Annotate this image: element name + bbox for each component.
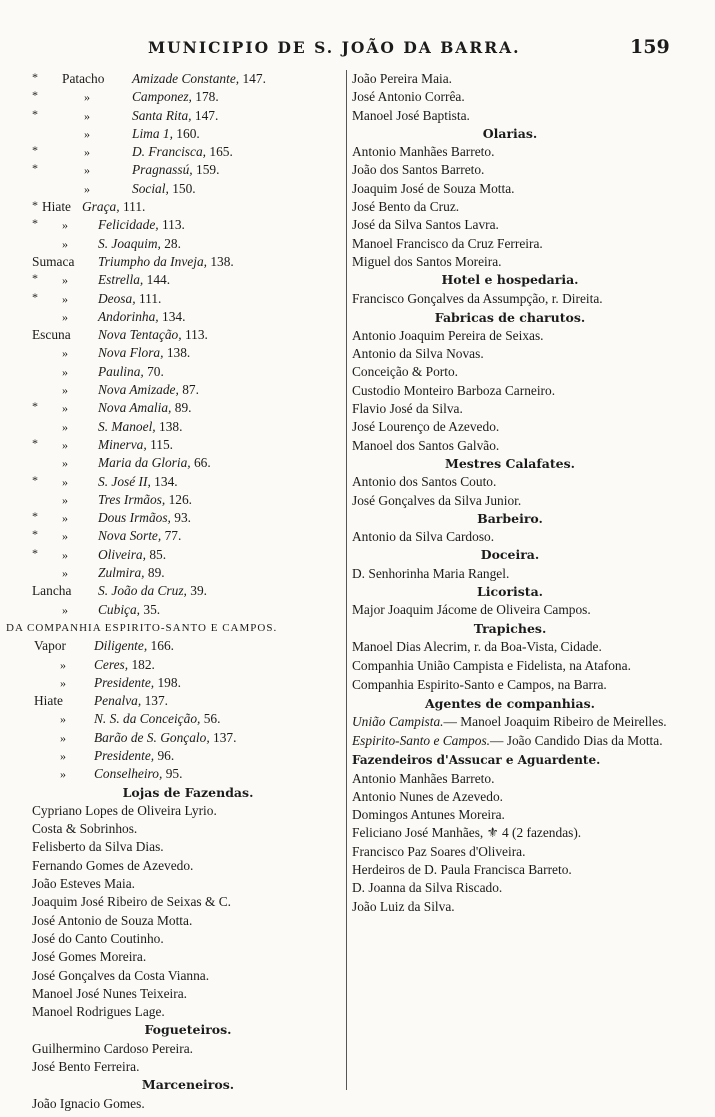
registry-star-mark: * xyxy=(32,271,38,286)
vessel-name: Nova Amalia, xyxy=(98,400,172,416)
vessel-row xyxy=(32,344,344,362)
ditto-mark: » xyxy=(62,474,68,489)
vessel-entry xyxy=(94,637,174,655)
list-item: José Antonio Corrêa. xyxy=(352,89,465,105)
vessel-row xyxy=(32,253,344,271)
olarias-list xyxy=(352,143,668,271)
vessel-entry xyxy=(98,253,234,271)
agent-company: União Campista. xyxy=(352,714,444,730)
ditto-mark: » xyxy=(62,346,68,361)
vessel-row xyxy=(32,418,344,436)
agent-entry xyxy=(352,713,668,730)
vessel-entry xyxy=(98,491,192,509)
vessel-tonnage: 144. xyxy=(146,272,171,288)
agentes-heading: Agentes de companhias. xyxy=(424,695,596,711)
vessel-tonnage: 166. xyxy=(150,638,174,654)
vessel-entry xyxy=(132,125,200,143)
vessel-entry xyxy=(132,180,196,198)
calafates-list xyxy=(352,473,668,510)
vessel-row xyxy=(32,326,344,344)
vessel-row xyxy=(32,527,344,545)
vessel-entry xyxy=(98,436,173,454)
charutos-heading: Fabricas de charutos. xyxy=(434,309,586,325)
ditto-mark: » xyxy=(62,492,68,507)
list-item: Flavio José da Silva. xyxy=(352,401,463,417)
vessel-tonnage: 137. xyxy=(213,729,237,745)
registry-star-mark: * xyxy=(32,216,38,231)
vessel-tonnage: 134. xyxy=(162,308,186,324)
list-item: José Bento da Cruz. xyxy=(352,199,460,215)
vessel-name: Nova Tentação, xyxy=(98,327,182,343)
vessel-name: Estrella, xyxy=(98,272,144,288)
vessel-name: S. José II, xyxy=(98,473,151,489)
vessel-tonnage: 77. xyxy=(164,528,182,544)
ditto-mark: » xyxy=(60,730,66,745)
vessel-row xyxy=(32,198,344,216)
list-item: Companhia Espirito-Santo e Campos, na Barra. xyxy=(352,676,607,692)
vessel-name: Andorinha, xyxy=(98,308,159,324)
vessel-tonnage: 89. xyxy=(147,565,165,581)
vessel-name: Cubiça, xyxy=(98,601,141,617)
vessel-type: Patacho xyxy=(62,71,105,86)
vessel-row xyxy=(32,546,344,564)
vessel-entry xyxy=(98,399,192,417)
vessel-entry xyxy=(98,564,165,582)
agent-person: — João Candido Dias da Motta. xyxy=(490,733,663,749)
vessel-entry xyxy=(98,363,164,381)
vessel-tonnage: 85. xyxy=(149,546,167,562)
vessel-row xyxy=(32,88,344,106)
vessel-entry xyxy=(94,674,181,692)
list-item: Custodio Monteiro Barboza Carneiro. xyxy=(352,382,556,398)
vessel-row xyxy=(32,454,344,472)
list-item: Joaquim José de Souza Motta. xyxy=(352,180,515,196)
vessel-name: Social, xyxy=(132,180,169,196)
list-item: Cypriano Lopes de Oliveira Lyrio. xyxy=(32,802,217,818)
vessel-row xyxy=(32,216,344,234)
vessel-name: Maria da Gloria, xyxy=(98,455,191,471)
vessel-tonnage: 66. xyxy=(193,455,211,471)
list-item: José Antonio de Souza Motta. xyxy=(32,912,193,928)
registry-star-mark: * xyxy=(32,509,38,524)
marceneiros-list xyxy=(32,1095,344,1113)
company-vessel-row xyxy=(32,765,344,783)
vessel-entry xyxy=(94,710,220,728)
vessel-row xyxy=(32,235,344,253)
company-vessel-row xyxy=(32,674,344,692)
vessel-name: N. S. da Conceição, xyxy=(94,711,201,727)
registry-star-mark: * xyxy=(32,143,38,158)
list-item: João Esteves Maia. xyxy=(32,876,136,892)
vessel-name: S. Joaquim, xyxy=(98,235,161,251)
list-item: João Pereira Maia. xyxy=(352,71,453,86)
vessel-tonnage: 147. xyxy=(242,71,266,86)
list-item: Antonio da Silva Novas. xyxy=(352,346,484,362)
registry-star-mark: * xyxy=(32,472,38,487)
vessel-name: Triumpho da Inveja, xyxy=(98,253,207,269)
list-item: José Gonçalves da Silva Junior. xyxy=(352,492,522,508)
hotel-entry: Francisco Gonçalves da Assumpção, r. Direita. xyxy=(352,290,603,306)
vessel-row xyxy=(32,491,344,509)
registry-star-mark: * xyxy=(32,198,38,213)
company-vessel-row xyxy=(32,656,344,674)
vessel-row xyxy=(32,601,344,619)
registry-star-mark: * xyxy=(32,70,38,84)
vessel-tonnage: 56. xyxy=(203,711,221,727)
vessel-name: Amizade Constante, xyxy=(132,71,240,86)
vessel-entry xyxy=(132,161,219,179)
vessel-row xyxy=(32,308,344,326)
vessel-entry xyxy=(132,88,219,106)
vessel-name: Oliveira, xyxy=(98,546,146,562)
ditto-mark: » xyxy=(62,602,68,617)
vessel-entry xyxy=(98,216,185,234)
vessel-row xyxy=(32,564,344,582)
vessel-name: Minerva, xyxy=(98,436,147,452)
trapiches-list xyxy=(352,638,668,693)
vessel-row xyxy=(32,363,344,381)
list-item: José Gomes Moreira. xyxy=(32,949,147,965)
vessel-name: Lima 1, xyxy=(132,125,173,141)
column-divider xyxy=(346,70,347,1090)
vessel-entry xyxy=(98,326,208,344)
vessel-entry xyxy=(94,729,236,747)
right-column xyxy=(352,70,668,916)
left-column xyxy=(6,70,344,1113)
charutos-list xyxy=(352,327,668,455)
lojas-list xyxy=(32,802,344,1022)
vessel-row xyxy=(32,473,344,491)
calafates-heading: Mestres Calafates. xyxy=(444,455,576,471)
vessel-entry xyxy=(98,418,182,436)
vessel-name: Nova Amizade, xyxy=(98,382,179,398)
vessel-row xyxy=(32,125,344,143)
list-item: Antonio Nunes de Azevedo. xyxy=(352,788,503,804)
ditto-mark: » xyxy=(62,511,68,526)
vessel-name: Santa Rita, xyxy=(132,107,192,123)
list-item: Herdeiros de D. Paula Francisca Barreto. xyxy=(352,861,572,877)
list-item: José do Canto Coutinho. xyxy=(32,930,164,946)
vessel-row xyxy=(32,436,344,454)
olarias-heading: Olarias. xyxy=(482,125,538,141)
ditto-mark: » xyxy=(62,218,68,233)
list-item: Antonio Manhães Barreto. xyxy=(352,144,495,160)
vessel-name: Presidente, xyxy=(94,747,155,763)
vessel-tonnage: 111. xyxy=(138,290,162,306)
licorista-list xyxy=(352,601,668,619)
vessel-entry xyxy=(98,381,199,399)
list-item: José Bento Ferreira. xyxy=(32,1059,140,1075)
vessel-entry xyxy=(98,271,170,289)
list-item: Guilhermino Cardoso Pereira. xyxy=(32,1040,194,1056)
list-item: Feliciano José Manhães, ⚜ 4 (2 fazendas). xyxy=(352,825,582,841)
ditto-mark: » xyxy=(62,364,68,379)
vessel-type: Lancha xyxy=(32,583,72,599)
vessel-name: Barão de S. Gonçalo, xyxy=(94,729,210,745)
list-item: Fernando Gomes de Azevedo. xyxy=(32,857,194,873)
vessel-row xyxy=(32,509,344,527)
registry-star-mark: * xyxy=(32,399,38,414)
list-item: Conceição & Porto. xyxy=(352,364,458,380)
list-item: Manoel José Nunes Teixeira. xyxy=(32,985,187,1001)
doceira-heading: Doceira. xyxy=(480,547,540,563)
fazendeiros-list xyxy=(352,770,668,916)
vessel-tonnage: 35. xyxy=(143,601,161,617)
vessel-entry xyxy=(98,582,207,600)
vessel-entry xyxy=(98,473,178,491)
trapiches-heading: Trapiches. xyxy=(473,620,547,636)
list-item: Felisberto da Silva Dias. xyxy=(32,839,164,855)
registry-star-mark: * xyxy=(32,88,38,103)
vessel-tonnage: 70. xyxy=(147,363,164,379)
vessel-row xyxy=(32,381,344,399)
list-item: João dos Santos Barreto. xyxy=(352,162,485,178)
company-vessel-row xyxy=(32,747,344,765)
top-names-list xyxy=(352,70,668,125)
vessel-tonnage: 96. xyxy=(157,747,175,763)
ditto-mark: » xyxy=(60,767,66,782)
agent-entry xyxy=(352,732,668,749)
vessel-entry xyxy=(98,601,160,619)
ditto-mark: » xyxy=(60,712,66,727)
vessel-name: Pragnassú, xyxy=(132,162,193,178)
registry-star-mark: * xyxy=(32,527,38,542)
ditto-mark: » xyxy=(84,181,90,196)
doceira-list xyxy=(352,565,668,583)
vessel-entry xyxy=(132,70,266,88)
fazendeiros-heading: Fazendeiros d'Assucar e Aguardente. xyxy=(352,753,601,768)
ditto-mark: » xyxy=(62,456,68,471)
vessel-type: Sumaca xyxy=(32,253,75,269)
licorista-heading: Licorista. xyxy=(476,584,544,600)
vessel-tonnage: 87. xyxy=(182,382,199,398)
vessel-row xyxy=(32,399,344,417)
vessel-tonnage: 134. xyxy=(154,473,178,489)
list-item: José da Silva Santos Lavra. xyxy=(352,217,499,233)
vessel-entry xyxy=(94,765,182,783)
ditto-mark: » xyxy=(62,437,68,452)
ditto-mark: » xyxy=(62,236,68,251)
barbeiro-heading: Barbeiro. xyxy=(477,510,543,526)
list-item: Manoel dos Santos Galvão. xyxy=(352,437,500,453)
ditto-mark: » xyxy=(62,566,68,581)
list-item: Antonio dos Santos Couto. xyxy=(352,474,497,490)
list-item: Antonio Joaquim Pereira de Seixas. xyxy=(352,327,544,343)
vessel-type: Hiate xyxy=(34,693,63,709)
vessel-tonnage: 93. xyxy=(174,510,192,526)
vessel-row xyxy=(32,143,344,161)
vessel-row xyxy=(32,180,344,198)
ditto-mark: » xyxy=(62,419,68,434)
registry-star-mark: * xyxy=(32,435,38,450)
vessel-entry xyxy=(132,107,218,125)
ditto-mark: » xyxy=(62,273,68,288)
agentes-list xyxy=(352,713,668,749)
list-item: João Ignacio Gomes. xyxy=(32,1095,145,1111)
ditto-mark: » xyxy=(60,675,66,690)
vessel-name: Diligente, xyxy=(94,638,148,654)
page-title: MUNICIPIO DE S. JOÃO DA BARRA. xyxy=(148,38,521,57)
list-item: Major Joaquim Jácome de Oliveira Campos. xyxy=(352,602,591,618)
list-item: Antonio da Silva Cardoso. xyxy=(352,529,495,545)
vessel-tonnage: 115. xyxy=(150,436,174,452)
vessel-entry xyxy=(98,509,191,527)
ditto-mark: » xyxy=(62,291,68,306)
vessel-tonnage: 113. xyxy=(184,327,208,343)
list-item: José Gonçalves da Costa Vianna. xyxy=(32,967,210,983)
vessel-tonnage: 165. xyxy=(209,144,233,160)
list-item: João Luiz da Silva. xyxy=(352,898,455,914)
vessel-type: Hiate xyxy=(42,199,71,215)
lojas-heading: Lojas de Fazendas. xyxy=(122,784,254,800)
vessel-type: Vapor xyxy=(34,638,66,654)
ditto-mark: » xyxy=(62,529,68,544)
ditto-mark: » xyxy=(62,401,68,416)
vessel-tonnage: 111. xyxy=(122,199,146,215)
vessel-name: Tres Irmãos, xyxy=(98,491,166,507)
vessel-tonnage: 159. xyxy=(196,162,220,178)
company-vessel-row xyxy=(32,729,344,747)
company-vessel-row xyxy=(32,692,344,710)
vessel-tonnage: 137. xyxy=(144,693,169,709)
vessel-tonnage: 89. xyxy=(174,400,192,416)
vessel-entry xyxy=(98,308,185,326)
vessel-name: Dous Irmãos, xyxy=(98,510,171,526)
vessel-entry xyxy=(82,198,145,216)
vessel-entry xyxy=(132,143,233,161)
vessel-entry xyxy=(98,290,161,308)
ditto-mark: » xyxy=(62,309,68,324)
vessel-list xyxy=(32,70,344,619)
vessel-tonnage: 138. xyxy=(159,418,183,434)
vessel-entry xyxy=(98,454,211,472)
company-vessel-row xyxy=(32,710,344,728)
marceneiros-heading: Marceneiros. xyxy=(141,1077,235,1093)
list-item: Manoel Dias Alecrim, r. da Boa-Vista, Cidade. xyxy=(352,638,602,654)
ditto-mark: » xyxy=(62,383,68,398)
list-item: Antonio Manhães Barreto. xyxy=(352,770,495,786)
vessel-row xyxy=(32,582,344,600)
ditto-mark: » xyxy=(84,126,90,141)
vessel-row xyxy=(32,107,344,125)
list-item: Manoel Rodrigues Lage. xyxy=(32,1004,165,1020)
list-item: Domingos Antunes Moreira. xyxy=(352,807,505,823)
page-header xyxy=(0,36,715,60)
list-item: José Lourenço de Azevedo. xyxy=(352,419,500,435)
ditto-mark: » xyxy=(84,145,90,160)
vessel-name: Paulina, xyxy=(98,363,144,379)
vessel-tonnage: 138. xyxy=(210,253,234,269)
barbeiro-list xyxy=(352,528,668,546)
vessel-name: Zulmira, xyxy=(98,565,145,581)
vessel-name: Graça, xyxy=(82,199,120,215)
vessel-tonnage: 182. xyxy=(131,656,155,672)
list-item: D. Joanna da Silva Riscado. xyxy=(352,880,503,896)
vessel-tonnage: 178. xyxy=(195,89,219,105)
company-vessel-list xyxy=(32,637,344,783)
list-item: Miguel dos Santos Moreira. xyxy=(352,253,502,269)
vessel-entry xyxy=(98,527,181,545)
vessel-name: S. João da Cruz, xyxy=(98,583,187,599)
vessel-name: Deosa, xyxy=(98,290,136,306)
hotel-heading: Hotel e hospedaria. xyxy=(441,272,579,288)
vessel-name: D. Francisca, xyxy=(132,144,207,160)
list-item: Francisco Paz Soares d'Oliveira. xyxy=(352,843,526,859)
vessel-row xyxy=(32,290,344,308)
vessel-tonnage: 147. xyxy=(194,107,219,123)
company-heading: DA COMPANHIA ESPIRITO-SANTO E CAMPOS. xyxy=(6,621,278,634)
vessel-entry xyxy=(98,344,190,362)
vessel-entry xyxy=(94,656,155,674)
registry-star-mark: * xyxy=(32,289,38,304)
vessel-tonnage: 113. xyxy=(161,217,185,233)
agent-company: Espirito-Santo e Campos. xyxy=(352,733,490,749)
vessel-tonnage: 39. xyxy=(190,583,208,599)
registry-star-mark: * xyxy=(32,106,38,121)
vessel-name: Presidente, xyxy=(94,674,155,690)
vessel-tonnage: 150. xyxy=(172,180,196,196)
list-item: Costa & Sobrinhos. xyxy=(32,821,138,837)
vessel-name: Nova Flora, xyxy=(98,345,164,361)
list-item: Companhia União Campista e Fidelista, na Atafona. xyxy=(352,657,631,673)
ditto-mark: » xyxy=(84,108,90,123)
vessel-tonnage: 198. xyxy=(157,674,181,690)
vessel-name: Felicidade, xyxy=(98,217,159,233)
vessel-name: S. Manoel, xyxy=(98,418,156,434)
list-item: Manoel Francisco da Cruz Ferreira. xyxy=(352,235,543,251)
vessel-entry xyxy=(98,235,181,253)
vessel-name: Camponez, xyxy=(132,89,192,105)
vessel-tonnage: 126. xyxy=(168,491,193,507)
vessel-row xyxy=(32,161,344,179)
vessel-entry xyxy=(98,546,166,564)
fogueteiros-list xyxy=(32,1040,344,1077)
ditto-mark: » xyxy=(60,748,66,763)
vessel-name: Conselheiro, xyxy=(94,766,163,782)
company-vessel-row xyxy=(32,637,344,655)
registry-star-mark: * xyxy=(32,161,38,176)
vessel-tonnage: 138. xyxy=(166,345,191,361)
agent-person: — Manoel Joaquim Ribeiro de Meirelles. xyxy=(443,714,667,730)
ditto-mark: » xyxy=(60,657,66,672)
vessel-tonnage: 28. xyxy=(164,235,181,251)
list-item: D. Senhorinha Maria Rangel. xyxy=(352,565,510,581)
page-number: 159 xyxy=(630,36,670,58)
vessel-tonnage: 160. xyxy=(176,125,200,141)
vessel-row xyxy=(32,271,344,289)
vessel-entry xyxy=(94,692,168,710)
list-item: Joaquim José Ribeiro de Seixas & C. xyxy=(32,894,231,910)
vessel-type: Escuna xyxy=(32,327,71,343)
vessel-entry xyxy=(94,747,174,765)
vessel-name: Penalva, xyxy=(94,693,142,709)
vessel-name: Ceres, xyxy=(94,656,129,672)
fogueteiros-heading: Fogueteiros. xyxy=(144,1022,232,1038)
vessel-name: Nova Sorte, xyxy=(98,528,162,544)
registry-star-mark: * xyxy=(32,545,38,560)
ditto-mark: » xyxy=(84,90,90,105)
list-item: Manoel José Baptista. xyxy=(352,107,470,123)
vessel-row xyxy=(32,70,344,88)
ditto-mark: » xyxy=(84,163,90,178)
vessel-tonnage: 95. xyxy=(165,766,183,782)
ditto-mark: » xyxy=(62,547,68,562)
